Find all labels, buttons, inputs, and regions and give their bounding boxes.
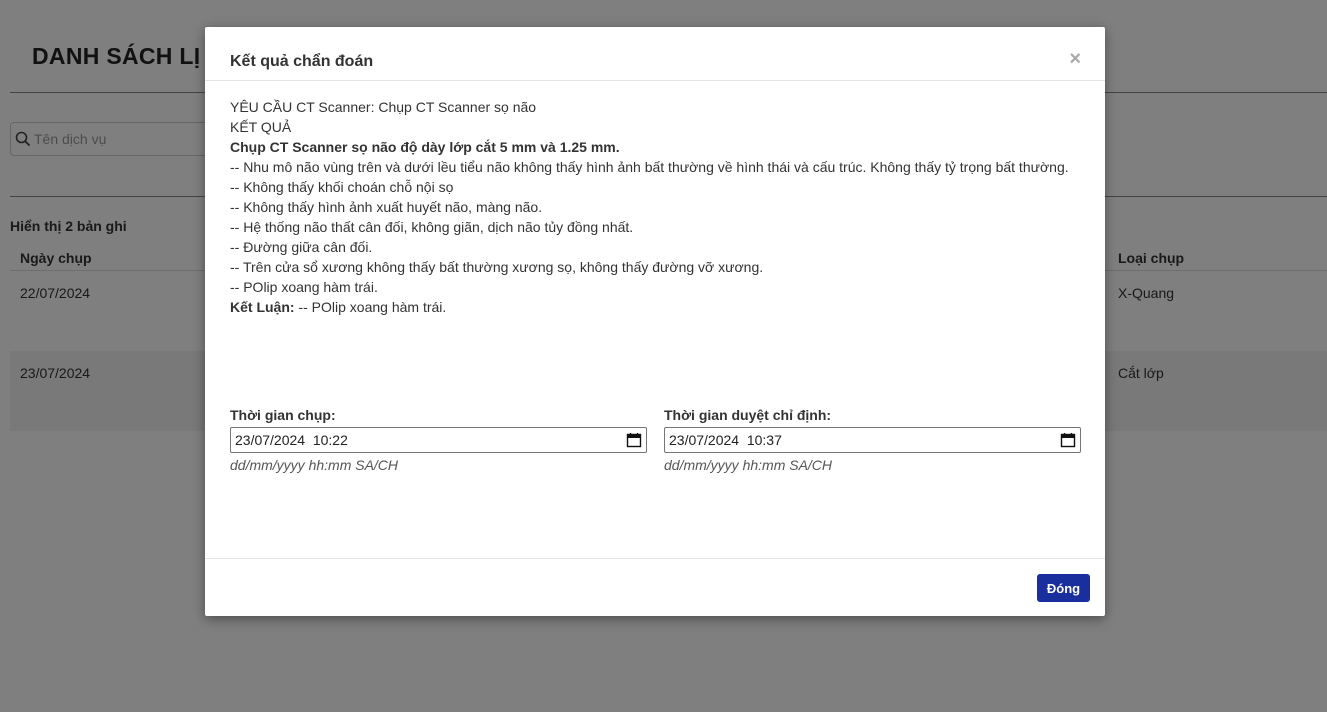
capture-time-group [230,407,647,473]
close-icon[interactable]: × [1069,48,1081,70]
approval-time-input[interactable] [664,427,1081,453]
conclusion-value: -- POlip xoang hàm trái. [294,299,447,315]
result-line: -- Nhu mô não vùng trên và dưới lều tiểu não không thấy hình ảnh bất thường về hình thái và cấu trúc. Không thấy tỷ trọng bất thường. [230,159,1069,175]
result-line: -- Trên cửa sổ xương không thấy bất thường xương sọ, không thấy đường vỡ xương. [230,259,764,275]
capture-time-value: 23/07/2024 10:22 [235,432,348,448]
diagnosis-modal [205,27,1105,616]
close-button[interactable]: Đóng [1037,574,1090,602]
result-heading: KẾT QUẢ [230,119,292,135]
approval-time-hint: dd/mm/yyyy hh:mm SA/CH [664,457,833,473]
approval-time-value: 23/07/2024 10:37 [669,432,782,448]
capture-time-hint: dd/mm/yyyy hh:mm SA/CH [230,457,399,473]
result-summary: Chụp CT Scanner sọ não độ dày lớp cắt 5 mm và 1.25 mm. [230,139,620,155]
modal-footer [205,558,1105,616]
modal-header [205,27,1105,81]
result-line: -- Không thấy khối choán chỗ nội sọ [230,179,454,195]
approval-time-label: Thời gian duyệt chỉ định: [664,407,832,423]
result-line: -- Không thấy hình ảnh xuất huyết não, màng não. [230,199,543,215]
capture-time-input[interactable] [230,427,647,453]
result-line: -- Hệ thống não thất cân đối, không giãn, dịch não tủy đồng nhất. [230,219,634,235]
modal-title: Kết quả chẩn đoán [230,53,374,70]
result-line: -- POlip xoang hàm trái. [230,279,378,295]
modal-body [230,97,1080,317]
result-line: -- Đường giữa cân đối. [230,239,373,255]
conclusion [230,297,1080,317]
calendar-icon[interactable] [626,432,642,448]
conclusion-label: Kết Luận: [230,299,295,315]
capture-time-label: Thời gian chụp: [230,407,336,423]
request-line: YÊU CẦU CT Scanner: Chụp CT Scanner sọ não [230,99,537,115]
calendar-icon[interactable] [1060,432,1076,448]
approval-time-group [664,407,1081,473]
